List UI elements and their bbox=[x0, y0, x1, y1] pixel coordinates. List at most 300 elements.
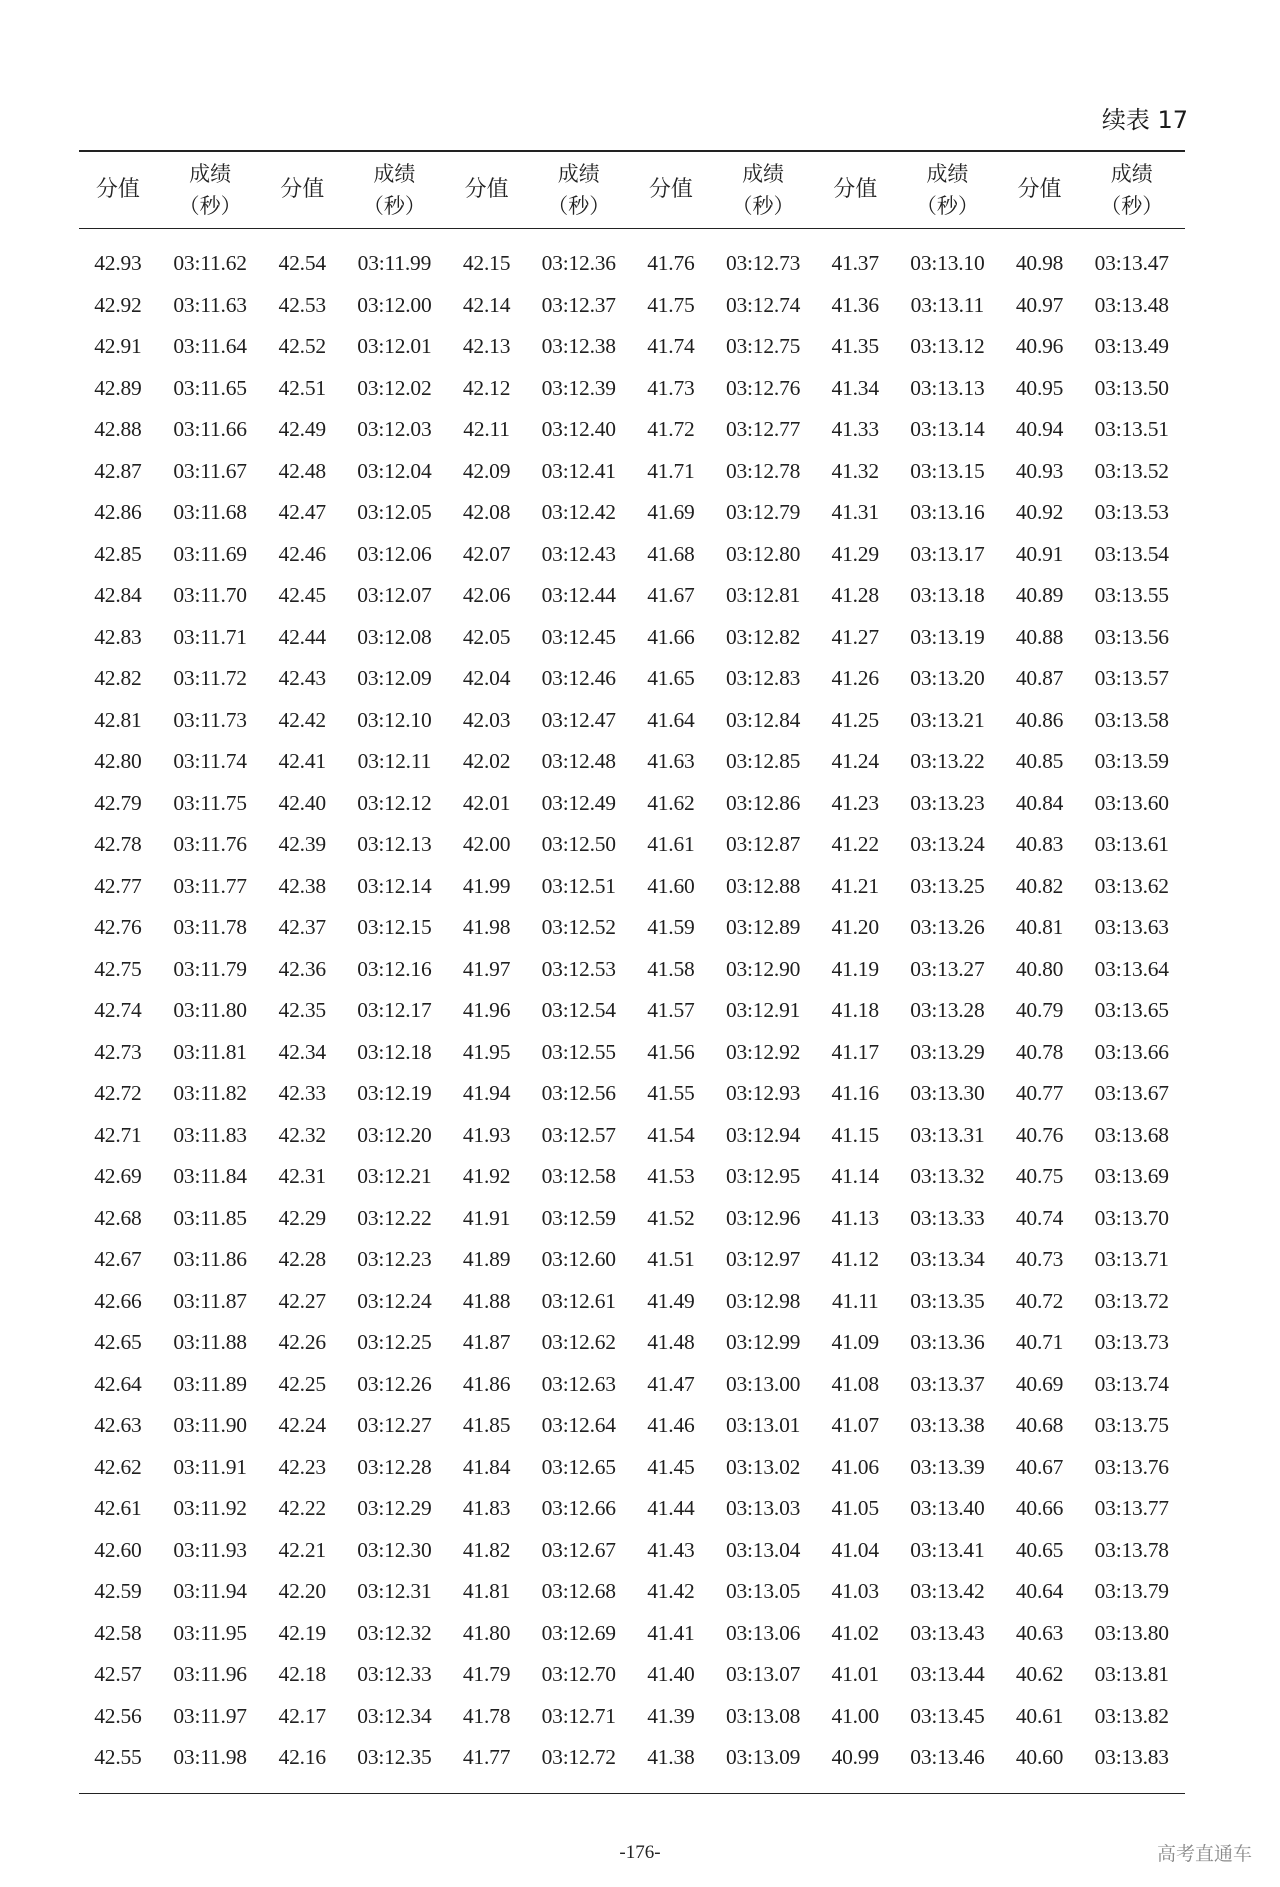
score-cell: 41.52 bbox=[647, 1205, 695, 1230]
time-cell: 03:12.35 bbox=[357, 1745, 432, 1770]
table-row bbox=[79, 1696, 1185, 1738]
table-row bbox=[79, 492, 1185, 534]
table-row bbox=[79, 1032, 1185, 1074]
score-cell: 40.88 bbox=[1015, 624, 1064, 649]
time-cell: 03:13.58 bbox=[1094, 707, 1169, 732]
score-cell: 42.49 bbox=[278, 417, 326, 442]
score-cell: 42.59 bbox=[94, 1579, 142, 1604]
score-cell: 40.77 bbox=[1015, 1081, 1064, 1106]
time-cell: 03:13.47 bbox=[1094, 251, 1169, 276]
time-cell: 03:12.01 bbox=[357, 334, 432, 359]
score-cell: 41.82 bbox=[462, 1537, 511, 1562]
time-cell: 03:13.76 bbox=[1094, 1454, 1169, 1479]
time-cell: 03:13.32 bbox=[910, 1164, 985, 1189]
score-cell: 42.38 bbox=[278, 873, 326, 898]
score-cell: 42.53 bbox=[278, 292, 326, 317]
score-cell: 40.95 bbox=[1015, 375, 1064, 400]
time-cell: 03:13.71 bbox=[1094, 1247, 1169, 1272]
header-time bbox=[894, 151, 1001, 229]
score-cell: 41.33 bbox=[831, 417, 879, 442]
time-cell: 03:12.74 bbox=[725, 292, 801, 317]
score-cell: 42.82 bbox=[94, 666, 142, 691]
time-cell: 03:12.50 bbox=[541, 832, 616, 857]
score-cell: 42.65 bbox=[94, 1330, 142, 1355]
score-cell: 40.81 bbox=[1015, 915, 1064, 940]
score-cell: 42.45 bbox=[278, 583, 326, 608]
time-cell: 03:12.28 bbox=[357, 1454, 432, 1479]
score-cell: 41.63 bbox=[647, 749, 695, 774]
table-row bbox=[79, 368, 1185, 410]
time-cell: 03:12.22 bbox=[357, 1205, 432, 1230]
score-cell: 41.17 bbox=[831, 1039, 879, 1064]
score-cell: 42.69 bbox=[94, 1164, 142, 1189]
time-cell: 03:13.80 bbox=[1094, 1620, 1169, 1645]
time-cell: 03:11.92 bbox=[173, 1496, 247, 1521]
time-cell: 03:13.37 bbox=[910, 1371, 985, 1396]
score-cell: 42.37 bbox=[278, 915, 326, 940]
table-row bbox=[79, 949, 1185, 991]
score-cell: 40.68 bbox=[1015, 1413, 1064, 1438]
time-cell: 03:11.79 bbox=[173, 956, 247, 981]
header-time-unit: （秒） bbox=[547, 194, 611, 218]
score-cell: 40.69 bbox=[1015, 1371, 1064, 1396]
table-row bbox=[79, 907, 1185, 949]
table-row bbox=[79, 1322, 1185, 1364]
score-cell: 40.97 bbox=[1015, 292, 1064, 317]
time-cell: 03:13.23 bbox=[910, 790, 985, 815]
time-cell: 03:13.33 bbox=[910, 1205, 985, 1230]
score-cell: 41.88 bbox=[462, 1288, 511, 1313]
time-cell: 03:12.04 bbox=[357, 458, 432, 483]
time-cell: 03:13.19 bbox=[910, 624, 985, 649]
time-cell: 03:12.85 bbox=[725, 749, 801, 774]
score-cell: 41.53 bbox=[647, 1164, 695, 1189]
time-cell: 03:11.88 bbox=[173, 1330, 247, 1355]
score-cell: 40.72 bbox=[1015, 1288, 1064, 1313]
score-cell: 42.31 bbox=[278, 1164, 326, 1189]
score-cell: 42.87 bbox=[94, 458, 142, 483]
score-cell: 42.63 bbox=[94, 1413, 142, 1438]
time-cell: 03:12.07 bbox=[357, 583, 432, 608]
score-cell: 42.75 bbox=[94, 956, 142, 981]
score-cell: 42.12 bbox=[462, 375, 511, 400]
score-cell: 40.87 bbox=[1015, 666, 1064, 691]
time-cell: 03:12.60 bbox=[541, 1247, 616, 1272]
time-cell: 03:12.61 bbox=[541, 1288, 616, 1313]
time-cell: 03:12.91 bbox=[725, 998, 801, 1023]
time-cell: 03:13.73 bbox=[1094, 1330, 1169, 1355]
time-cell: 03:13.01 bbox=[725, 1413, 801, 1438]
score-cell: 42.61 bbox=[94, 1496, 142, 1521]
header-score: 分值 bbox=[280, 177, 325, 202]
time-cell: 03:12.78 bbox=[725, 458, 801, 483]
time-cell: 03:13.52 bbox=[1094, 458, 1169, 483]
score-cell: 42.41 bbox=[278, 749, 326, 774]
time-cell: 03:12.66 bbox=[541, 1496, 616, 1521]
score-cell: 41.49 bbox=[647, 1288, 695, 1313]
table-row bbox=[79, 990, 1185, 1032]
time-cell: 03:13.31 bbox=[910, 1122, 985, 1147]
time-cell: 03:12.70 bbox=[541, 1662, 616, 1687]
time-cell: 03:11.78 bbox=[173, 915, 247, 940]
time-cell: 03:11.84 bbox=[173, 1164, 247, 1189]
score-cell: 41.76 bbox=[647, 251, 695, 276]
time-cell: 03:11.77 bbox=[173, 873, 247, 898]
score-cell: 41.67 bbox=[647, 583, 695, 608]
header-time-label: 成绩 bbox=[926, 162, 969, 186]
table-row bbox=[79, 409, 1185, 451]
time-cell: 03:13.38 bbox=[910, 1413, 985, 1438]
table-row bbox=[79, 1239, 1185, 1281]
time-cell: 03:13.22 bbox=[910, 749, 985, 774]
time-cell: 03:13.13 bbox=[910, 375, 985, 400]
time-cell: 03:13.83 bbox=[1094, 1745, 1169, 1770]
table-row bbox=[79, 1613, 1185, 1655]
time-cell: 03:13.66 bbox=[1094, 1039, 1169, 1064]
time-cell: 03:11.93 bbox=[173, 1537, 247, 1562]
time-cell: 03:13.67 bbox=[1094, 1081, 1169, 1106]
score-cell: 40.78 bbox=[1015, 1039, 1064, 1064]
time-cell: 03:12.12 bbox=[357, 790, 432, 815]
score-cell: 40.75 bbox=[1015, 1164, 1064, 1189]
score-cell: 41.43 bbox=[647, 1537, 695, 1562]
time-cell: 03:12.81 bbox=[725, 583, 801, 608]
table-row bbox=[79, 741, 1185, 783]
score-cell: 42.36 bbox=[278, 956, 326, 981]
time-cell: 03:12.93 bbox=[725, 1081, 801, 1106]
header-score: 分值 bbox=[648, 177, 693, 202]
header-time-label: 成绩 bbox=[742, 162, 785, 186]
score-cell: 41.37 bbox=[831, 251, 879, 276]
table-row bbox=[79, 1654, 1185, 1696]
score-cell: 41.38 bbox=[647, 1745, 695, 1770]
score-cell: 42.67 bbox=[94, 1247, 142, 1272]
time-cell: 03:13.02 bbox=[725, 1454, 801, 1479]
watermark-text: 高考直通车 bbox=[1156, 1843, 1252, 1865]
time-cell: 03:13.06 bbox=[725, 1620, 801, 1645]
time-cell: 03:12.68 bbox=[541, 1579, 616, 1604]
time-cell: 03:13.81 bbox=[1094, 1662, 1169, 1687]
time-cell: 03:12.98 bbox=[725, 1288, 801, 1313]
page-number: -176- bbox=[619, 1842, 661, 1863]
score-cell: 42.21 bbox=[278, 1537, 326, 1562]
score-cell: 42.79 bbox=[94, 790, 142, 815]
time-cell: 03:11.72 bbox=[173, 666, 247, 691]
score-cell: 42.85 bbox=[94, 541, 142, 566]
time-cell: 03:13.82 bbox=[1094, 1703, 1169, 1728]
score-cell: 41.99 bbox=[462, 873, 511, 898]
score-cell: 41.79 bbox=[462, 1662, 511, 1687]
time-cell: 03:13.16 bbox=[910, 500, 985, 525]
time-cell: 03:12.49 bbox=[541, 790, 616, 815]
time-cell: 03:13.10 bbox=[910, 251, 985, 276]
score-cell: 40.64 bbox=[1015, 1579, 1064, 1604]
score-cell: 42.39 bbox=[278, 832, 326, 857]
header-time-unit: （秒） bbox=[362, 194, 426, 218]
score-cell: 41.97 bbox=[462, 956, 511, 981]
score-cell: 40.98 bbox=[1015, 251, 1064, 276]
time-cell: 03:13.56 bbox=[1094, 624, 1169, 649]
score-cell: 42.35 bbox=[278, 998, 326, 1023]
score-cell: 40.89 bbox=[1015, 583, 1064, 608]
score-cell: 41.06 bbox=[831, 1454, 879, 1479]
time-cell: 03:12.23 bbox=[357, 1247, 432, 1272]
score-cell: 42.44 bbox=[278, 624, 326, 649]
score-cell: 40.74 bbox=[1015, 1205, 1064, 1230]
score-cell: 41.09 bbox=[831, 1330, 879, 1355]
table-row bbox=[79, 658, 1185, 700]
score-cell: 40.76 bbox=[1015, 1122, 1064, 1147]
score-cell: 41.47 bbox=[647, 1371, 695, 1396]
time-cell: 03:13.25 bbox=[910, 873, 985, 898]
score-cell: 40.73 bbox=[1015, 1247, 1064, 1272]
time-cell: 03:13.08 bbox=[725, 1703, 801, 1728]
time-cell: 03:12.83 bbox=[725, 666, 801, 691]
time-cell: 03:12.21 bbox=[357, 1164, 432, 1189]
time-cell: 03:12.82 bbox=[725, 624, 801, 649]
score-cell: 41.86 bbox=[462, 1371, 511, 1396]
time-cell: 03:11.73 bbox=[173, 707, 247, 732]
time-cell: 03:13.79 bbox=[1094, 1579, 1169, 1604]
score-cell: 41.14 bbox=[831, 1164, 879, 1189]
table-row bbox=[79, 285, 1185, 327]
time-cell: 03:11.62 bbox=[173, 251, 247, 276]
score-cell: 41.95 bbox=[462, 1039, 511, 1064]
score-cell: 41.60 bbox=[647, 873, 695, 898]
time-cell: 03:13.42 bbox=[910, 1579, 985, 1604]
score-cell: 40.99 bbox=[831, 1745, 879, 1770]
time-cell: 03:13.46 bbox=[910, 1745, 985, 1770]
time-cell: 03:12.44 bbox=[541, 583, 616, 608]
time-cell: 03:13.00 bbox=[725, 1371, 801, 1396]
time-cell: 03:11.97 bbox=[173, 1703, 247, 1728]
score-cell: 42.01 bbox=[462, 790, 511, 815]
score-cell: 41.46 bbox=[647, 1413, 695, 1438]
score-cell: 41.73 bbox=[647, 375, 695, 400]
score-cell: 41.57 bbox=[647, 998, 695, 1023]
score-cell: 41.27 bbox=[831, 624, 879, 649]
time-cell: 03:12.56 bbox=[541, 1081, 616, 1106]
time-cell: 03:12.96 bbox=[725, 1205, 801, 1230]
score-cell: 40.91 bbox=[1015, 541, 1064, 566]
time-cell: 03:12.69 bbox=[541, 1620, 616, 1645]
table-body bbox=[79, 229, 1185, 1794]
time-cell: 03:12.76 bbox=[725, 375, 801, 400]
score-cell: 41.00 bbox=[831, 1703, 879, 1728]
time-cell: 03:13.43 bbox=[910, 1620, 985, 1645]
time-cell: 03:12.53 bbox=[541, 956, 616, 981]
score-cell: 41.23 bbox=[831, 790, 879, 815]
score-cell: 42.17 bbox=[278, 1703, 326, 1728]
time-cell: 03:13.44 bbox=[910, 1662, 985, 1687]
score-cell: 42.83 bbox=[94, 624, 142, 649]
score-cell: 41.36 bbox=[831, 292, 879, 317]
time-cell: 03:12.10 bbox=[357, 707, 432, 732]
score-cell: 42.56 bbox=[94, 1703, 142, 1728]
score-cell: 40.79 bbox=[1015, 998, 1064, 1023]
score-cell: 40.80 bbox=[1015, 956, 1064, 981]
score-cell: 41.59 bbox=[647, 915, 695, 940]
time-cell: 03:12.72 bbox=[541, 1745, 616, 1770]
score-cell: 41.87 bbox=[462, 1330, 511, 1355]
time-cell: 03:13.48 bbox=[1094, 292, 1169, 317]
time-cell: 03:11.69 bbox=[173, 541, 247, 566]
time-cell: 03:12.00 bbox=[357, 292, 432, 317]
time-cell: 03:13.51 bbox=[1094, 417, 1169, 442]
header-time-label: 成绩 bbox=[557, 162, 600, 186]
score-cell: 42.24 bbox=[278, 1413, 326, 1438]
time-cell: 03:13.62 bbox=[1094, 873, 1169, 898]
score-cell: 42.89 bbox=[94, 375, 142, 400]
header-time bbox=[157, 151, 264, 229]
time-cell: 03:13.34 bbox=[910, 1247, 985, 1272]
time-cell: 03:12.65 bbox=[541, 1454, 616, 1479]
time-cell: 03:13.12 bbox=[910, 334, 985, 359]
score-cell: 41.42 bbox=[647, 1579, 695, 1604]
time-cell: 03:12.32 bbox=[357, 1620, 432, 1645]
time-cell: 03:12.58 bbox=[541, 1164, 616, 1189]
table-row bbox=[79, 1073, 1185, 1115]
score-cell: 42.33 bbox=[278, 1081, 326, 1106]
time-cell: 03:13.75 bbox=[1094, 1413, 1169, 1438]
time-cell: 03:11.98 bbox=[173, 1745, 247, 1770]
score-cell: 42.46 bbox=[278, 541, 326, 566]
time-cell: 03:12.27 bbox=[357, 1413, 432, 1438]
score-cell: 42.05 bbox=[462, 624, 511, 649]
score-cell: 41.85 bbox=[462, 1413, 511, 1438]
time-cell: 03:13.05 bbox=[725, 1579, 801, 1604]
time-cell: 03:12.84 bbox=[725, 707, 801, 732]
score-cell: 41.69 bbox=[647, 500, 695, 525]
time-cell: 03:11.64 bbox=[173, 334, 247, 359]
time-cell: 03:12.80 bbox=[725, 541, 801, 566]
time-cell: 03:12.57 bbox=[541, 1122, 616, 1147]
table-row bbox=[79, 575, 1185, 617]
header-row bbox=[79, 151, 1185, 229]
time-cell: 03:11.89 bbox=[173, 1371, 247, 1396]
score-cell: 41.24 bbox=[831, 749, 879, 774]
table-row bbox=[79, 824, 1185, 866]
score-cell: 41.28 bbox=[831, 583, 879, 608]
score-cell: 41.77 bbox=[462, 1745, 511, 1770]
score-cell: 42.42 bbox=[278, 707, 326, 732]
score-cell: 42.52 bbox=[278, 334, 326, 359]
score-cell: 42.43 bbox=[278, 666, 326, 691]
time-cell: 03:13.54 bbox=[1094, 541, 1169, 566]
score-cell: 42.68 bbox=[94, 1205, 142, 1230]
score-cell: 41.98 bbox=[462, 915, 511, 940]
time-cell: 03:12.87 bbox=[725, 832, 801, 857]
score-cell: 42.23 bbox=[278, 1454, 326, 1479]
time-cell: 03:12.88 bbox=[725, 873, 801, 898]
time-cell: 03:13.61 bbox=[1094, 832, 1169, 857]
time-cell: 03:11.70 bbox=[173, 583, 247, 608]
time-cell: 03:13.64 bbox=[1094, 956, 1169, 981]
score-cell: 42.47 bbox=[278, 500, 326, 525]
score-cell: 41.71 bbox=[647, 458, 695, 483]
time-cell: 03:11.87 bbox=[173, 1288, 247, 1313]
score-cell: 42.28 bbox=[278, 1247, 326, 1272]
score-cell: 42.71 bbox=[94, 1122, 142, 1147]
score-cell: 42.66 bbox=[94, 1288, 142, 1313]
time-cell: 03:13.60 bbox=[1094, 790, 1169, 815]
score-cell: 41.08 bbox=[831, 1371, 879, 1396]
time-cell: 03:13.49 bbox=[1094, 334, 1169, 359]
header-score: 分值 bbox=[833, 177, 878, 202]
score-cell: 41.05 bbox=[831, 1496, 879, 1521]
score-cell: 42.86 bbox=[94, 500, 142, 525]
score-cell: 41.20 bbox=[831, 915, 879, 940]
score-cell: 42.64 bbox=[94, 1371, 142, 1396]
score-cell: 42.62 bbox=[94, 1454, 142, 1479]
score-cell: 41.22 bbox=[831, 832, 879, 857]
score-cell: 42.07 bbox=[462, 541, 511, 566]
time-cell: 03:13.39 bbox=[910, 1454, 985, 1479]
score-cell: 42.11 bbox=[463, 417, 510, 442]
time-cell: 03:11.75 bbox=[173, 790, 247, 815]
score-cell: 42.09 bbox=[462, 458, 511, 483]
score-cell: 42.51 bbox=[278, 375, 326, 400]
time-cell: 03:12.86 bbox=[725, 790, 801, 815]
time-cell: 03:12.34 bbox=[357, 1703, 432, 1728]
time-cell: 03:11.65 bbox=[173, 375, 247, 400]
table-row bbox=[79, 1364, 1185, 1406]
time-cell: 03:12.37 bbox=[541, 292, 616, 317]
time-cell: 03:12.46 bbox=[541, 666, 616, 691]
score-cell: 41.91 bbox=[462, 1205, 511, 1230]
score-cell: 41.34 bbox=[831, 375, 879, 400]
score-cell: 40.71 bbox=[1015, 1330, 1064, 1355]
score-cell: 41.58 bbox=[647, 956, 695, 981]
time-cell: 03:13.27 bbox=[910, 956, 985, 981]
score-cell: 42.81 bbox=[94, 707, 142, 732]
score-cell: 42.20 bbox=[278, 1579, 326, 1604]
score-cell: 42.73 bbox=[94, 1039, 142, 1064]
time-cell: 03:12.29 bbox=[357, 1496, 432, 1521]
time-cell: 03:12.19 bbox=[357, 1081, 432, 1106]
time-cell: 03:12.64 bbox=[541, 1413, 616, 1438]
score-cell: 41.80 bbox=[462, 1620, 511, 1645]
time-cell: 03:12.03 bbox=[357, 417, 432, 442]
header-time-unit: （秒） bbox=[915, 194, 979, 218]
score-cell: 41.93 bbox=[462, 1122, 511, 1147]
time-cell: 03:12.73 bbox=[725, 251, 801, 276]
score-cell: 40.67 bbox=[1015, 1454, 1064, 1479]
score-cell: 42.60 bbox=[94, 1537, 142, 1562]
score-cell: 41.68 bbox=[647, 541, 695, 566]
time-cell: 03:12.42 bbox=[541, 500, 616, 525]
score-cell: 42.91 bbox=[94, 334, 142, 359]
time-cell: 03:11.95 bbox=[173, 1620, 247, 1645]
score-cell: 41.31 bbox=[831, 500, 879, 525]
score-cell: 41.15 bbox=[831, 1122, 879, 1147]
time-cell: 03:13.09 bbox=[725, 1745, 801, 1770]
table-row bbox=[79, 1281, 1185, 1323]
score-cell: 42.04 bbox=[462, 666, 511, 691]
time-cell: 03:12.33 bbox=[357, 1662, 432, 1687]
score-cell: 40.62 bbox=[1015, 1662, 1064, 1687]
score-cell: 42.76 bbox=[94, 915, 142, 940]
score-cell: 41.56 bbox=[647, 1039, 695, 1064]
time-cell: 03:11.90 bbox=[173, 1413, 247, 1438]
score-cell: 41.45 bbox=[647, 1454, 695, 1479]
time-cell: 03:12.67 bbox=[541, 1537, 616, 1562]
score-cell: 41.48 bbox=[647, 1330, 695, 1355]
time-cell: 03:13.07 bbox=[725, 1662, 801, 1687]
time-cell: 03:13.69 bbox=[1094, 1164, 1169, 1189]
score-cell: 41.39 bbox=[647, 1703, 695, 1728]
header-time bbox=[1078, 151, 1185, 229]
